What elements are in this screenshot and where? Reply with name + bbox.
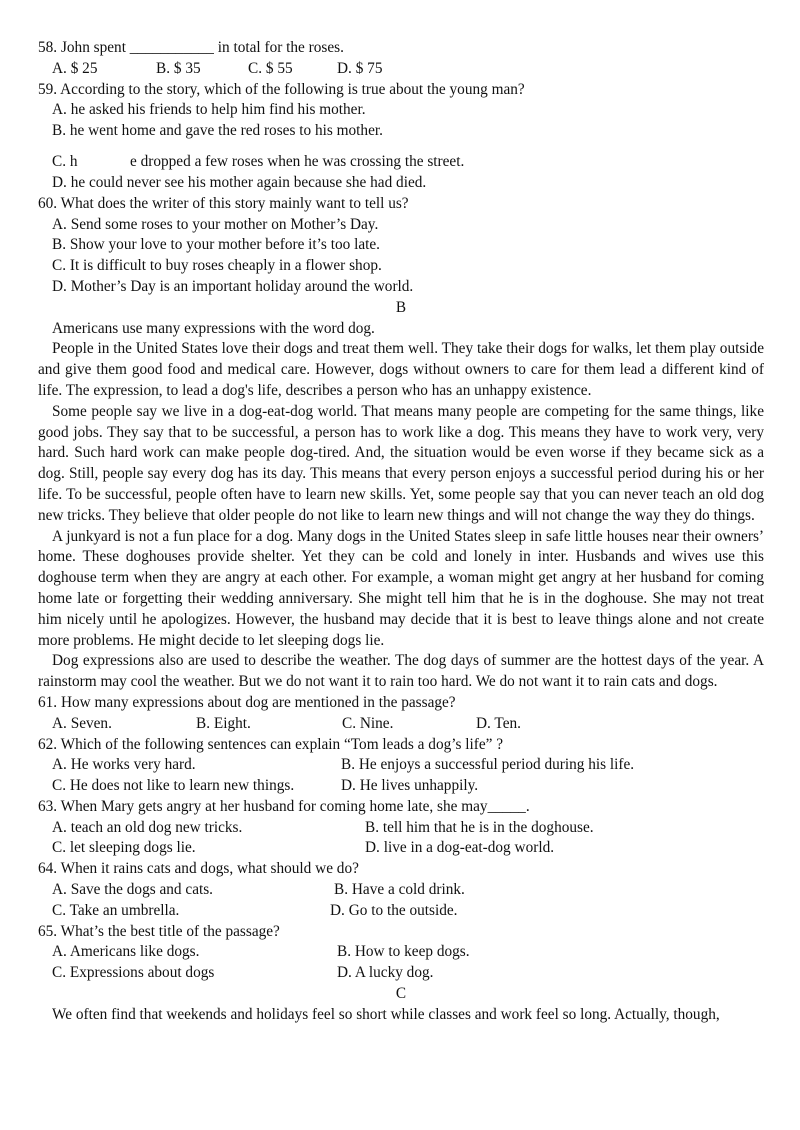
option-65-a: A. Americans like dogs. bbox=[52, 943, 200, 961]
question-65-row-1 bbox=[38, 942, 764, 963]
option-60-d: D. Mother’s Day is an important holiday around the world. bbox=[52, 277, 414, 295]
section-b-label: B bbox=[395, 298, 407, 316]
question-62-stem: 62. Which of the following sentences can explain “Tom leads a dog’s life” ? bbox=[38, 735, 504, 753]
option-59-c bbox=[38, 142, 764, 173]
passage-b-paragraph-1: Americans use many expressions with the word dog. bbox=[52, 319, 375, 337]
question-62-row-2 bbox=[38, 776, 764, 797]
option-59-b: B. he went home and gave the red roses to his mother. bbox=[52, 122, 383, 140]
option-60-a: A. Send some roses to your mother on Mother’s Day. bbox=[52, 215, 379, 233]
passage-b-paragraph-5: Dog expressions also are used to describe the weather. The dog days of summer are the hottest days of the year. A rainstorm may cool the weather. But we do not want it to rain too hard. We do not want it to rain cats and dogs. bbox=[38, 652, 764, 691]
question-58-stem: 58. John spent ___________ in total for the roses. bbox=[38, 39, 344, 56]
option-65-b: B. How to keep dogs. bbox=[337, 943, 470, 961]
option-62-d: D. He lives unhappily. bbox=[341, 777, 479, 795]
option-65-d: D. A lucky dog. bbox=[337, 964, 434, 982]
passage-b-paragraph-2: People in the United States love their dogs and treat them well. They take their dogs for walks, let them play outside and give them good food and medical care. However, dogs without owners to care for them lead a different kind of life. The expression, to lead a dog's life, describes a person who has an unhappy existence. bbox=[38, 340, 764, 399]
option-61-a: A. Seven. bbox=[52, 714, 112, 732]
option-58-d: D. $ 75 bbox=[337, 59, 383, 77]
option-63-d: D. live in a dog-eat-dog world. bbox=[365, 839, 555, 857]
section-c-label: C bbox=[395, 985, 407, 1003]
question-63-row-1 bbox=[38, 818, 764, 839]
option-62-b: B. He enjoys a successful period during his life. bbox=[341, 756, 635, 774]
question-64-row-2 bbox=[38, 901, 764, 922]
question-63-row-2 bbox=[38, 838, 764, 859]
option-58-c: C. $ 55 bbox=[248, 59, 293, 77]
option-59-d: D. he could never see his mother again because she had died. bbox=[52, 173, 427, 191]
question-63-stem: 63. When Mary gets angry at her husband for coming home late, she may_____. bbox=[38, 797, 530, 815]
question-58-options bbox=[38, 59, 764, 80]
option-64-b: B. Have a cold drink. bbox=[334, 881, 465, 899]
option-61-b: B. Eight. bbox=[196, 714, 251, 732]
exam-page bbox=[38, 38, 764, 1026]
option-62-a: A. He works very hard. bbox=[52, 756, 196, 774]
question-61-stem: 61. How many expressions about dog are mentioned in the passage? bbox=[38, 693, 456, 711]
option-61-d: D. Ten. bbox=[476, 714, 521, 732]
option-59-c-part1: C. h bbox=[52, 152, 78, 170]
passage-b-paragraph-4: A junkyard is not a fun place for a dog. Many dogs in the United States sleep in safe little houses near their owners’ home. These doghouses provide shelter. Yet they can be cold and lonely in inter. Husbands and wives use this doghouse term when they are angry at each other. For example, a woman might get angry at her husband for coming home late or forgetting their wedding anniversary. She might tell him that he is in the doghouse. She may not treat him nicely until he apologizes. However, the husband may decide that it is best to leave things alone and not create more problems. He might decide to let sleeping dogs lie. bbox=[38, 527, 764, 649]
option-58-a: A. $ 25 bbox=[52, 59, 98, 77]
option-62-c: C. He does not like to learn new things. bbox=[52, 777, 295, 795]
question-65-stem: 65. What’s the best title of the passage? bbox=[38, 922, 280, 940]
question-62-row-1 bbox=[38, 755, 764, 776]
question-65-row-2 bbox=[38, 963, 764, 984]
question-60-stem: 60. What does the writer of this story mainly want to tell us? bbox=[38, 194, 409, 212]
option-60-c: C. It is difficult to buy roses cheaply in a flower shop. bbox=[52, 257, 382, 275]
option-63-c: C. let sleeping dogs lie. bbox=[52, 839, 196, 857]
question-59-stem: 59. According to the story, which of the following is true about the young man? bbox=[38, 80, 525, 98]
option-63-a: A. teach an old dog new tricks. bbox=[52, 818, 243, 836]
question-64-stem: 64. When it rains cats and dogs, what should we do? bbox=[38, 860, 359, 878]
option-64-a: A. Save the dogs and cats. bbox=[52, 881, 214, 899]
question-64-row-1 bbox=[38, 880, 764, 901]
passage-b-paragraph-3: Some people say we live in a dog-eat-dog world. That means many people are competing for the same things, like good jobs. They say that to be successful, a person has to work like a dog. This means they have to work very, very hard. Such hard work can make people dog-tired. And, the situation would be even worse if they became sick as a dog. Still, people say every dog has its day. This means that every person enjoys a successful period during his or her life. To be successful, people often have to learn new skills. Yet, some people say that you can never teach an old dog new tricks. They believe that older people do not like to learn new things and will not change the way they do things. bbox=[38, 402, 764, 524]
option-64-d: D. Go to the outside. bbox=[330, 901, 458, 919]
option-59-c-part2: e dropped a few roses when he was crossing the street. bbox=[130, 152, 465, 170]
option-63-b: B. tell him that he is in the doghouse. bbox=[365, 818, 594, 836]
option-60-b: B. Show your love to your mother before it’s too late. bbox=[52, 236, 380, 254]
option-61-c: C. Nine. bbox=[342, 714, 394, 732]
option-64-c: C. Take an umbrella. bbox=[52, 901, 180, 919]
option-65-c: C. Expressions about dogs bbox=[52, 964, 215, 982]
passage-c-first-line: We often find that weekends and holidays feel so short while classes and work feel so long. Actually, though, bbox=[52, 1005, 720, 1023]
option-58-b: B. $ 35 bbox=[156, 59, 201, 77]
option-59-a: A. he asked his friends to help him find his mother. bbox=[52, 101, 366, 119]
question-61-options bbox=[38, 714, 764, 735]
